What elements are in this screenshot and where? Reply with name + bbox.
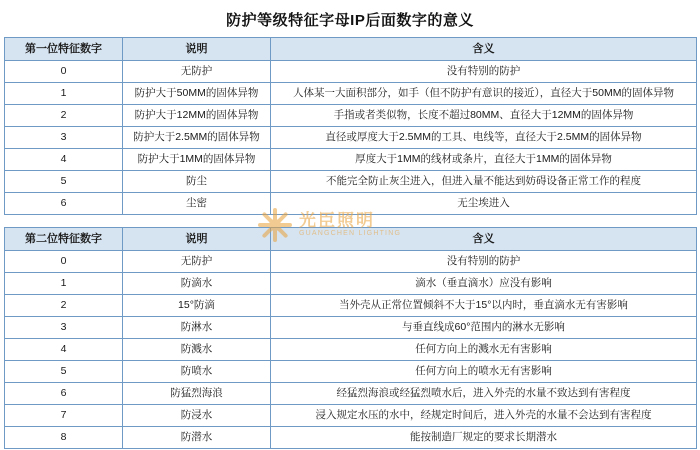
first-digit-table — [4, 37, 697, 215]
cell-digit: 7 — [5, 405, 123, 427]
cell-digit: 6 — [5, 383, 123, 405]
cell-meaning: 没有特别的防护 — [271, 251, 697, 273]
column-header: 第一位特征数字 — [5, 38, 123, 61]
cell-meaning: 不能完全防止灰尘进入，但进入量不能达到妨碍设备正常工作的程度 — [271, 171, 697, 193]
cell-meaning: 人体某一大面积部分，如手（但不防护有意识的接近），直径大于50MM的固体异物 — [271, 83, 697, 105]
cell-digit: 3 — [5, 317, 123, 339]
column-header: 含义 — [271, 38, 697, 61]
cell-description: 防猛烈海浪 — [123, 383, 271, 405]
table-row — [5, 383, 697, 405]
cell-meaning: 任何方向上的溅水无有害影响 — [271, 339, 697, 361]
table-row — [5, 193, 697, 215]
cell-description: 尘密 — [123, 193, 271, 215]
table-row — [5, 317, 697, 339]
cell-description: 防护大于50MM的固体异物 — [123, 83, 271, 105]
cell-digit: 4 — [5, 149, 123, 171]
table-row — [5, 105, 697, 127]
second-digit-table — [4, 227, 697, 449]
cell-description: 防喷水 — [123, 361, 271, 383]
cell-meaning: 任何方向上的喷水无有害影响 — [271, 361, 697, 383]
cell-description: 无防护 — [123, 251, 271, 273]
cell-meaning: 滴水（垂直滴水）应没有影响 — [271, 273, 697, 295]
cell-digit: 5 — [5, 171, 123, 193]
cell-meaning: 能按制造厂规定的要求长期潜水 — [271, 427, 697, 449]
cell-description: 防护大于2.5MM的固体异物 — [123, 127, 271, 149]
cell-digit: 3 — [5, 127, 123, 149]
cell-description: 防护大于12MM的固体异物 — [123, 105, 271, 127]
cell-description: 防护大于1MM的固体异物 — [123, 149, 271, 171]
cell-meaning: 当外壳从正常位置倾斜不大于15°以内时，垂直滴水无有害影响 — [271, 295, 697, 317]
column-header: 第二位特征数字 — [5, 228, 123, 251]
page-title: 防护等级特征字母IP后面数字的意义 — [226, 12, 474, 29]
table-row — [5, 361, 697, 383]
table-row — [5, 339, 697, 361]
column-header: 说明 — [123, 228, 271, 251]
cell-meaning: 手指或者类似物，长度不超过80MM、直径大于12MM的固体异物 — [271, 105, 697, 127]
cell-description: 15°防滴 — [123, 295, 271, 317]
cell-digit: 0 — [5, 61, 123, 83]
cell-description: 防滴水 — [123, 273, 271, 295]
cell-digit: 5 — [5, 361, 123, 383]
cell-digit: 2 — [5, 295, 123, 317]
cell-description: 无防护 — [123, 61, 271, 83]
cell-meaning: 厚度大于1MM的线材或条片，直径大于1MM的固体异物 — [271, 149, 697, 171]
column-header: 含义 — [271, 228, 697, 251]
cell-digit: 1 — [5, 273, 123, 295]
cell-description: 防潜水 — [123, 427, 271, 449]
table-row — [5, 295, 697, 317]
table-header-row — [5, 38, 697, 61]
cell-meaning: 直径或厚度大于2.5MM的工具、电线等，直径大于2.5MM的固体异物 — [271, 127, 697, 149]
cell-meaning: 无尘埃进入 — [271, 193, 697, 215]
table-header-row — [5, 228, 697, 251]
cell-digit: 0 — [5, 251, 123, 273]
table-row — [5, 405, 697, 427]
cell-description: 防淋水 — [123, 317, 271, 339]
cell-meaning: 与垂直线成60°范围内的淋水无影响 — [271, 317, 697, 339]
column-header: 说明 — [123, 38, 271, 61]
table-separator — [4, 215, 696, 227]
cell-digit: 1 — [5, 83, 123, 105]
table-row — [5, 61, 697, 83]
table-row — [5, 427, 697, 449]
cell-meaning: 没有特别的防护 — [271, 61, 697, 83]
cell-digit: 2 — [5, 105, 123, 127]
table-row — [5, 83, 697, 105]
table-row — [5, 273, 697, 295]
cell-digit: 6 — [5, 193, 123, 215]
cell-digit: 8 — [5, 427, 123, 449]
cell-description: 防尘 — [123, 171, 271, 193]
cell-meaning: 经猛烈海浪或经猛烈喷水后，进入外壳的水量不致达到有害程度 — [271, 383, 697, 405]
cell-digit: 4 — [5, 339, 123, 361]
table-row — [5, 171, 697, 193]
cell-meaning: 浸入规定水压的水中，经规定时间后，进入外壳的水量不会达到有害程度 — [271, 405, 697, 427]
table-row — [5, 127, 697, 149]
table-row — [5, 251, 697, 273]
cell-description: 防溅水 — [123, 339, 271, 361]
table-row — [5, 149, 697, 171]
watermark-brand-en: GUANGCHEN LIGHTING — [299, 230, 402, 238]
cell-description: 防浸水 — [123, 405, 271, 427]
watermark-brand-cn: 光臣照明 — [299, 211, 375, 231]
